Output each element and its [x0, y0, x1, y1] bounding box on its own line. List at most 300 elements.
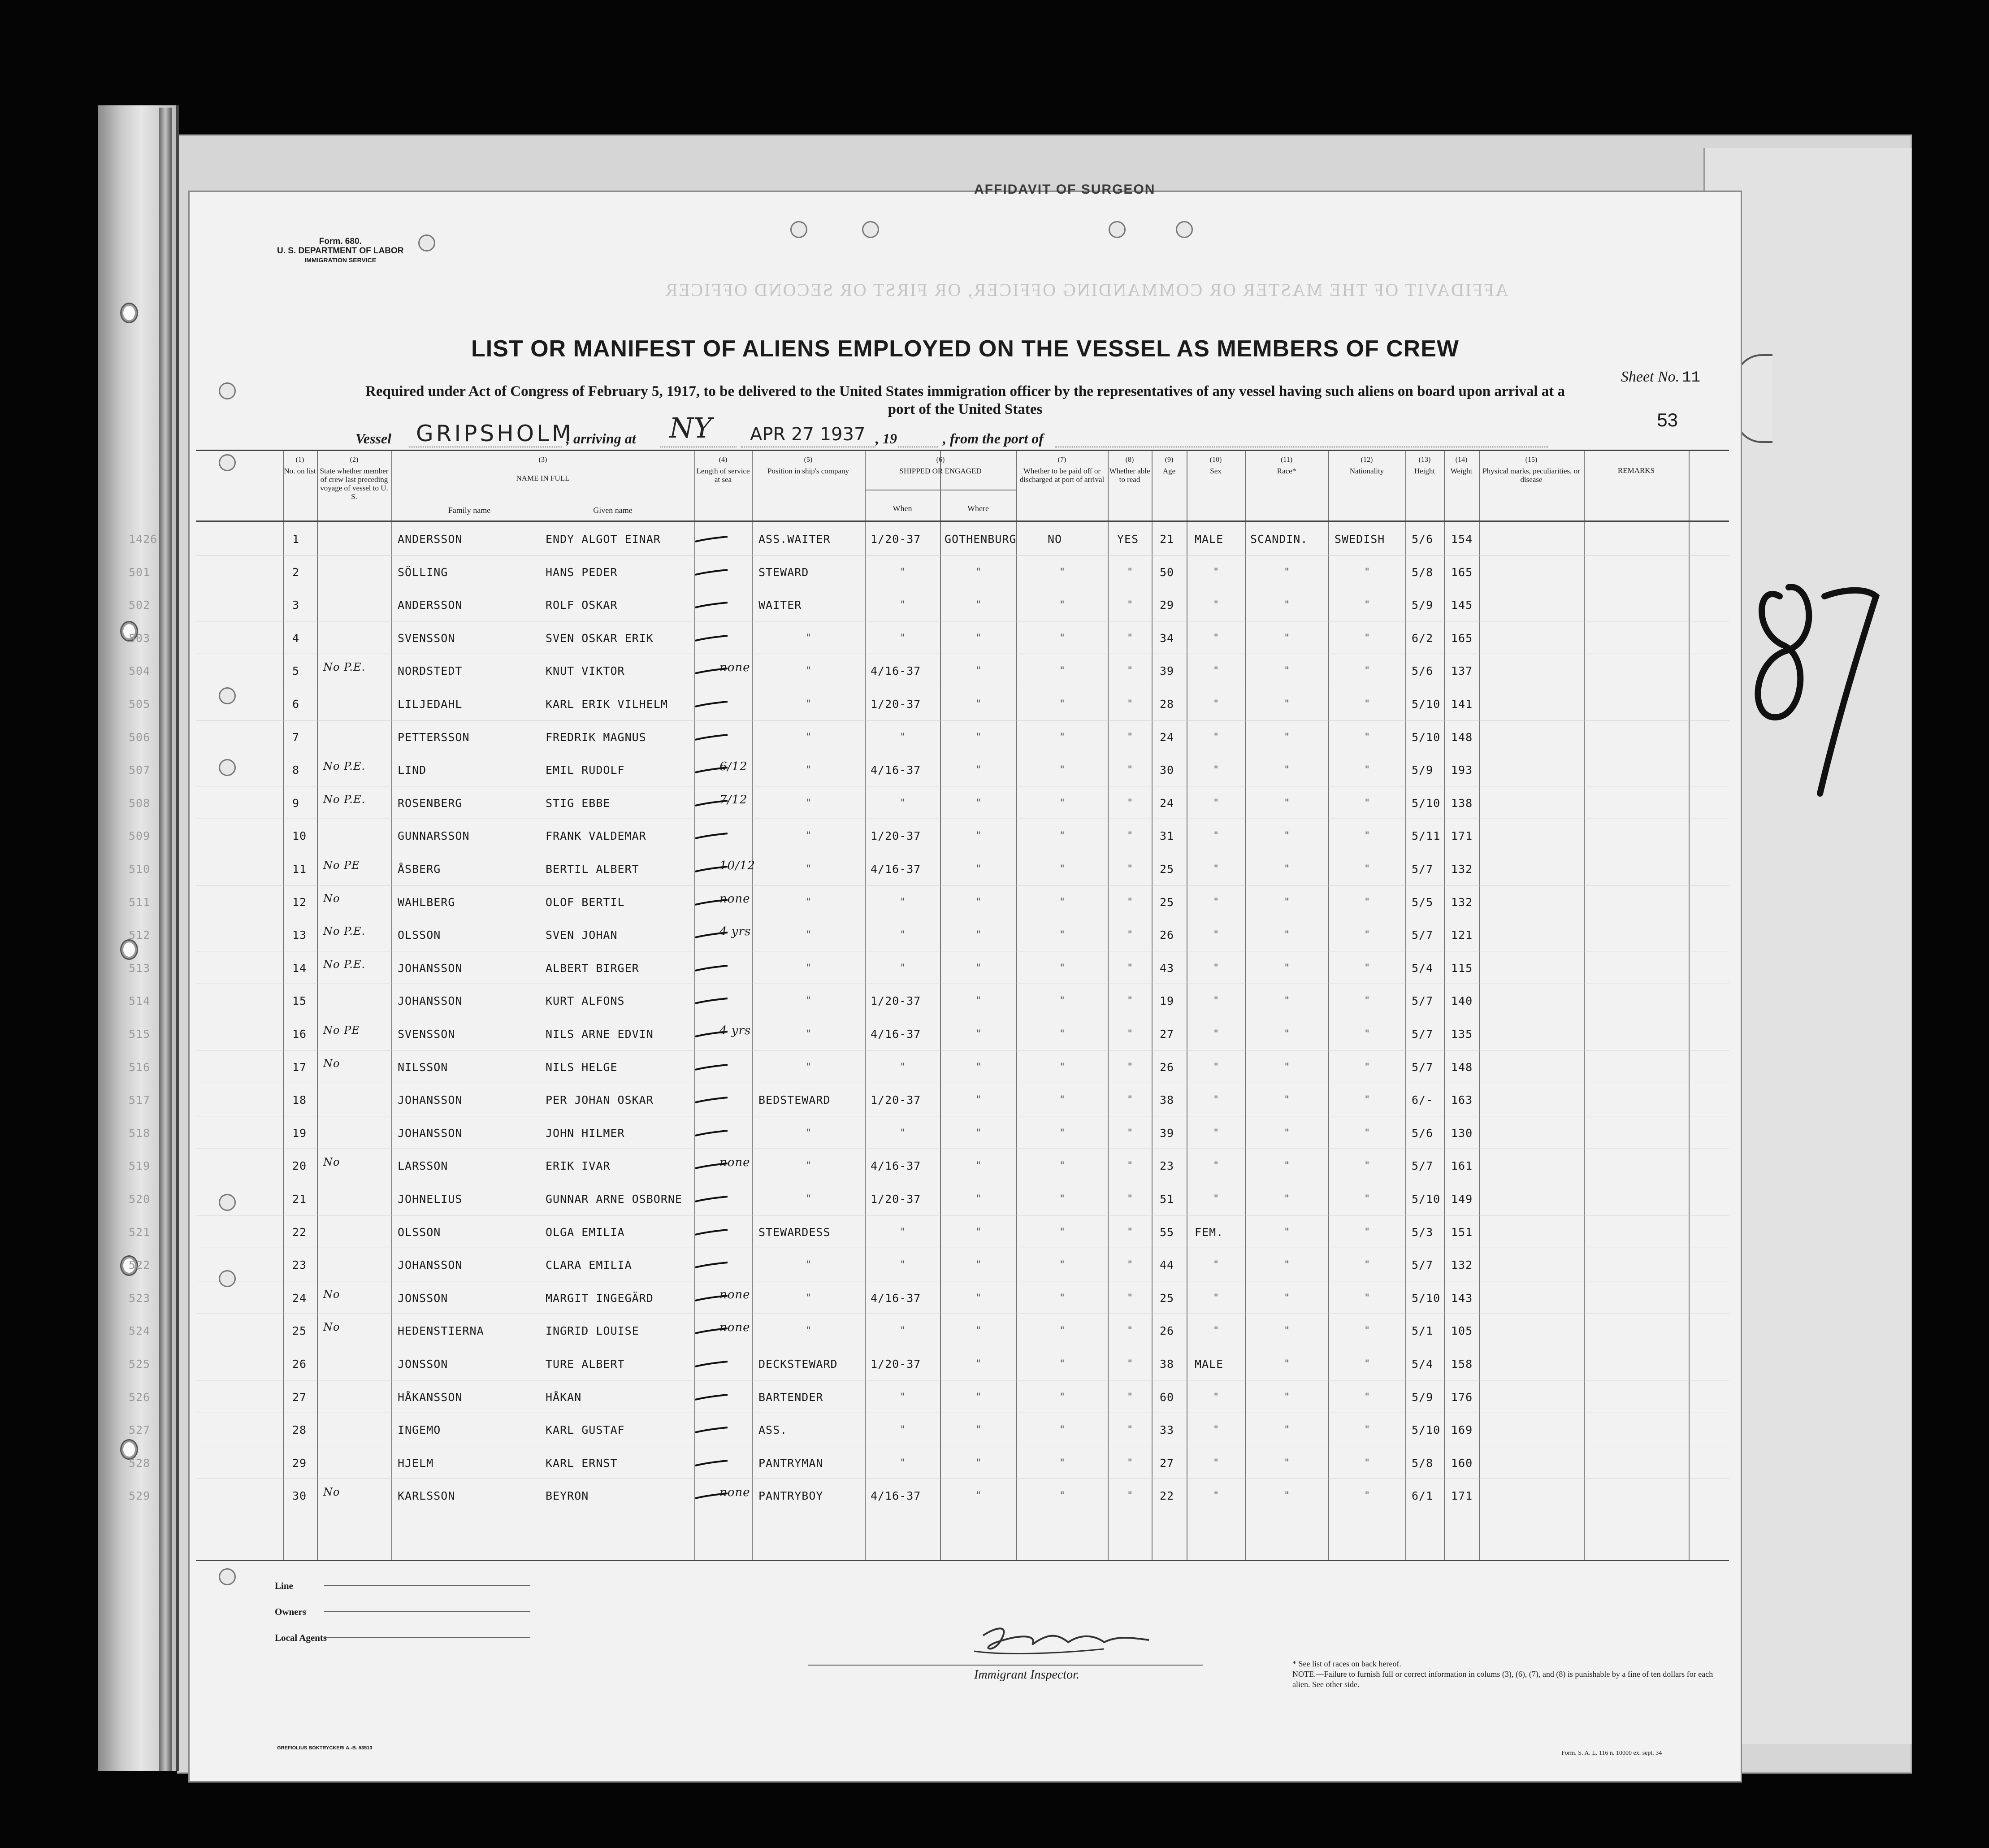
table-row: [129, 1380, 1729, 1414]
ref-number: 520: [129, 1193, 151, 1206]
nationality: ": [1364, 1193, 1371, 1205]
weight: 165: [1451, 631, 1473, 645]
able-to-read: ": [1127, 1226, 1134, 1238]
table-row: [129, 621, 1729, 655]
table-row: [129, 1017, 1729, 1050]
previous-voyage: No PE: [323, 1024, 360, 1037]
shipped-where: ": [975, 1061, 982, 1073]
able-to-read: ": [1127, 566, 1134, 578]
able-to-read: ": [1127, 1358, 1134, 1370]
nationality: ": [1364, 830, 1371, 842]
table-row: [129, 1446, 1729, 1479]
given-name: ERIK IVAR: [546, 1159, 611, 1173]
height: 5/7: [1412, 1060, 1434, 1074]
family-name: GUNNARSSON: [398, 829, 470, 843]
race: ": [1284, 1061, 1291, 1073]
sex: ": [1213, 1094, 1220, 1106]
sex: ": [1213, 830, 1220, 842]
paid-off: ": [1059, 863, 1066, 875]
paid-off: ": [1059, 830, 1066, 842]
ref-number: 515: [129, 1028, 151, 1041]
weight: 137: [1451, 664, 1473, 678]
list-number: 8: [292, 763, 300, 777]
race: ": [1284, 731, 1291, 743]
previous-voyage: No: [323, 1321, 340, 1334]
given-name: MARGIT INGEGÄRD: [546, 1291, 654, 1305]
shipped-where: ": [975, 1160, 982, 1172]
department-name: U. S. DEPARTMENT OF LABOR: [277, 246, 404, 256]
ref-number: 506: [129, 730, 151, 744]
list-number: 25: [292, 1324, 307, 1338]
given-name: INGRID LOUISE: [546, 1324, 639, 1338]
nationality: ": [1364, 1028, 1371, 1040]
shipped-when: ": [900, 1127, 906, 1139]
punch-hole: [219, 382, 236, 399]
height: 5/6: [1412, 533, 1434, 546]
race: ": [1284, 863, 1291, 875]
punch-hole: [790, 221, 807, 238]
table-row: [129, 720, 1729, 754]
header-paid-off: (7) Whether to be paid off or discharged at port of arrival: [1019, 456, 1105, 484]
length-of-service: 7/12: [719, 793, 748, 807]
position: PANTRYBOY: [758, 1489, 823, 1503]
position: PANTRYMAN: [758, 1456, 823, 1470]
header-race: (11) Race*: [1277, 456, 1296, 475]
height: 5/6: [1412, 1126, 1434, 1140]
height: 5/10: [1412, 730, 1441, 744]
sex: ": [1213, 863, 1220, 875]
family-name: JOHANSSON: [398, 1126, 463, 1140]
height: 5/11: [1412, 829, 1441, 843]
list-number: 11: [292, 863, 307, 876]
able-to-read: ": [1127, 1160, 1134, 1172]
paid-off: ": [1059, 1094, 1066, 1106]
age: 38: [1160, 1093, 1174, 1107]
position: ": [806, 896, 812, 908]
table-row: [129, 522, 1729, 555]
race: ": [1284, 1226, 1291, 1238]
able-to-read: ": [1127, 1094, 1134, 1106]
able-to-read: ": [1127, 1292, 1134, 1304]
table-row: [129, 1215, 1729, 1249]
shipped-where: ": [975, 698, 982, 710]
shipped-where: ": [975, 1391, 982, 1403]
given-name: EMIL RUDOLF: [546, 763, 625, 777]
given-name: KARL ERNST: [546, 1456, 618, 1470]
height: 5/10: [1412, 1423, 1441, 1437]
list-number: 27: [292, 1390, 307, 1404]
age: 33: [1160, 1423, 1174, 1437]
sex: ": [1213, 995, 1220, 1007]
sheet-number-value: 11: [1682, 369, 1700, 386]
vessel-label: Vessel: [355, 430, 391, 447]
length-of-service: none: [719, 1288, 750, 1301]
table-row: [129, 951, 1729, 985]
sex: ": [1213, 1259, 1220, 1271]
paid-off: ": [1059, 1028, 1066, 1040]
position: ": [806, 632, 812, 644]
ref-number: 501: [129, 565, 151, 579]
family-name: OLSSON: [398, 928, 441, 942]
shipped-where: ": [975, 962, 982, 974]
service-dash-mark: [693, 1393, 729, 1401]
given-name: FREDRIK MAGNUS: [546, 730, 646, 744]
age: 27: [1160, 1456, 1174, 1470]
position: ": [806, 1292, 812, 1304]
header-age: (9) Age: [1162, 456, 1176, 475]
service-dash-mark: [693, 1228, 729, 1236]
race: ": [1284, 995, 1291, 1007]
header-where: Where: [967, 504, 989, 513]
age: 43: [1160, 961, 1174, 975]
weight: 149: [1451, 1193, 1473, 1206]
nationality: ": [1364, 1094, 1371, 1106]
weight: 135: [1451, 1028, 1473, 1041]
form-code: Form. S. A. L. 116 n. 10000 ex. sept. 34: [1561, 1750, 1662, 1757]
paid-off: ": [1059, 929, 1066, 941]
paid-off: ": [1059, 962, 1066, 974]
ref-number: 528: [129, 1456, 151, 1470]
height: 5/9: [1412, 763, 1434, 777]
position: ": [806, 797, 812, 809]
list-number: 2: [292, 565, 300, 579]
position: ": [806, 929, 812, 941]
height: 5/7: [1412, 994, 1434, 1008]
given-name: PER JOHAN OSKAR: [546, 1093, 654, 1107]
age: 23: [1160, 1159, 1174, 1173]
paid-off: ": [1059, 698, 1066, 710]
table-row: [129, 1248, 1729, 1281]
previous-voyage: No P.E.: [323, 760, 366, 773]
footnote: [1292, 1659, 1723, 1690]
age: 22: [1160, 1489, 1174, 1503]
shipped-when: ": [900, 1424, 906, 1436]
paid-off: ": [1059, 1226, 1066, 1238]
sex: ": [1213, 1457, 1220, 1469]
service-dash-mark: [693, 1063, 729, 1071]
sex: MALE: [1195, 533, 1224, 546]
given-name: NILS ARNE EDVIN: [546, 1028, 654, 1041]
able-to-read: ": [1127, 1424, 1134, 1436]
shipped-where: ": [975, 1193, 982, 1205]
height: 6/1: [1412, 1489, 1434, 1503]
previous-voyage: No P.E.: [323, 793, 366, 806]
table-row: [129, 1281, 1729, 1314]
nationality: ": [1364, 1292, 1371, 1304]
sex: ": [1213, 929, 1220, 941]
paid-off: ": [1059, 632, 1066, 644]
race: ": [1284, 665, 1291, 677]
height: 6/-: [1412, 1093, 1434, 1107]
shipped-when: 1/20-37: [871, 1358, 921, 1371]
shipped-when: 1/20-37: [871, 1193, 921, 1206]
nationality: ": [1364, 1160, 1371, 1172]
shipped-where: ": [975, 764, 982, 776]
race: ": [1284, 764, 1291, 776]
able-to-read: ": [1127, 632, 1134, 644]
ref-number: 527: [129, 1423, 151, 1437]
age: 19: [1160, 994, 1174, 1008]
paid-off: ": [1059, 665, 1066, 677]
family-name: WAHLBERG: [398, 895, 455, 909]
table-row: [129, 1413, 1729, 1446]
age: 31: [1160, 829, 1174, 843]
ref-number: 503: [129, 631, 151, 645]
length-of-service: none: [719, 1156, 750, 1170]
given-name: STIG EBBE: [546, 796, 611, 810]
length-of-service: 4 yrs: [719, 1024, 751, 1037]
weight: 158: [1451, 1358, 1473, 1371]
race: ": [1284, 1391, 1291, 1403]
paid-off: ": [1059, 1259, 1066, 1271]
able-to-read: ": [1127, 764, 1134, 776]
service-dash-mark: [693, 1261, 729, 1269]
race: ": [1284, 1292, 1291, 1304]
shipped-when: ": [900, 599, 906, 611]
family-name: NILSSON: [398, 1060, 448, 1074]
position: ASS.WAITER: [758, 533, 831, 546]
previous-voyage: No P.E.: [323, 661, 366, 674]
printer-imprint: GREFIOLIUS BOKTRYCKERI A.-B. 53513: [277, 1745, 373, 1751]
weight: 169: [1451, 1423, 1473, 1437]
previous-voyage: No: [323, 1057, 340, 1070]
sex: MALE: [1195, 1358, 1224, 1371]
list-number: 30: [292, 1489, 307, 1503]
weight: 193: [1451, 763, 1473, 777]
shipped-where: ": [975, 1127, 982, 1139]
table-row: [129, 1479, 1729, 1512]
given-name: OLGA EMILIA: [546, 1225, 625, 1239]
race: ": [1284, 896, 1291, 908]
year-label: , 19: [875, 430, 897, 447]
list-number: 20: [292, 1159, 307, 1173]
length-of-service: 6/12: [719, 760, 748, 774]
age: 25: [1160, 895, 1174, 909]
age: 55: [1160, 1225, 1174, 1239]
list-number: 15: [292, 994, 307, 1008]
punch-hole: [1176, 221, 1193, 238]
list-number: 16: [292, 1028, 307, 1041]
family-name: JOHANSSON: [398, 994, 463, 1008]
family-name: HEDENSTIERNA: [398, 1324, 484, 1338]
paid-off: ": [1059, 1127, 1066, 1139]
length-of-service: none: [719, 1486, 750, 1500]
previous-voyage: No P.E.: [323, 958, 366, 971]
shipped-when: ": [900, 731, 906, 743]
shipped-when: 4/16-37: [871, 1159, 921, 1173]
paid-off: ": [1059, 1490, 1066, 1502]
service-dash-mark: [693, 997, 729, 1005]
race: ": [1284, 1127, 1291, 1139]
races-note: * See list of races on back hereof.: [1292, 1659, 1401, 1668]
table-row: [129, 687, 1729, 720]
age: 24: [1160, 730, 1174, 744]
shipped-when: ": [900, 632, 906, 644]
weight: 171: [1451, 1489, 1473, 1503]
shipped-where: ": [975, 731, 982, 743]
list-number: 3: [292, 599, 300, 612]
age: 44: [1160, 1258, 1174, 1272]
height: 5/8: [1412, 565, 1434, 579]
family-name: JOHNELIUS: [398, 1193, 463, 1206]
given-name: ALBERT BIRGER: [546, 961, 639, 975]
list-number: 22: [292, 1225, 307, 1239]
family-name: SÖLLING: [398, 565, 448, 579]
header-sex: (10) Sex: [1209, 456, 1222, 475]
height: 5/1: [1412, 1324, 1434, 1338]
shipped-where: ": [975, 863, 982, 875]
weight: 115: [1451, 961, 1473, 975]
service-dash-mark: [693, 733, 729, 742]
able-to-read: ": [1127, 1028, 1134, 1040]
height: 5/4: [1412, 961, 1434, 975]
table-row: [129, 654, 1729, 687]
given-name: JOHN HILMER: [546, 1126, 625, 1140]
previous-voyage: No PE: [323, 859, 360, 872]
weight: 132: [1451, 863, 1473, 876]
position: BARTENDER: [758, 1390, 823, 1404]
service-dash-mark: [693, 1195, 729, 1203]
able-to-read: YES: [1117, 533, 1139, 546]
weight: 145: [1451, 599, 1473, 612]
ref-number: 522: [129, 1258, 151, 1272]
given-name: HANS PEDER: [546, 565, 618, 579]
header-given-name: Given name: [593, 506, 633, 515]
paid-off: ": [1059, 797, 1066, 809]
weight: 143: [1451, 1291, 1473, 1305]
nationality: ": [1364, 731, 1371, 743]
nationality: ": [1364, 764, 1371, 776]
given-name: BERTIL ALBERT: [546, 863, 639, 876]
able-to-read: ": [1127, 599, 1134, 611]
able-to-read: ": [1127, 731, 1134, 743]
shipped-when: ": [900, 1325, 906, 1337]
shipped-when: 4/16-37: [871, 664, 921, 678]
weight: 140: [1451, 994, 1473, 1008]
list-number: 13: [292, 928, 307, 942]
shipped-where: ": [975, 599, 982, 611]
given-name: FRANK VALDEMAR: [546, 829, 646, 843]
ref-number: 524: [129, 1324, 151, 1338]
ref-number: 521: [129, 1225, 151, 1239]
service-dash-mark: [693, 1459, 729, 1467]
service-name: IMMIGRATION SERVICE: [304, 256, 377, 264]
race: ": [1284, 929, 1291, 941]
header-nationality: (12) Nationality: [1349, 456, 1384, 475]
line-label: Line: [275, 1580, 293, 1591]
weight: 130: [1451, 1126, 1473, 1140]
shipped-when: ": [900, 1226, 906, 1238]
shipped-where: ": [975, 1424, 982, 1436]
shipped-when: ": [900, 1457, 906, 1469]
race: ": [1284, 1259, 1291, 1271]
ref-number: 526: [129, 1390, 151, 1404]
age: 34: [1160, 631, 1174, 645]
position: ": [806, 731, 812, 743]
height: 5/6: [1412, 664, 1434, 678]
age: 21: [1160, 533, 1174, 546]
sex: ": [1213, 599, 1220, 611]
given-name: KARL ERIK VILHELM: [546, 698, 668, 711]
length-of-service: none: [719, 1321, 750, 1335]
nationality: ": [1364, 1325, 1371, 1337]
age: 39: [1160, 664, 1174, 678]
family-name: ROSENBERG: [398, 796, 463, 810]
punch-hole: [862, 221, 879, 238]
header-length-of-service: (4) Length of service at sea: [696, 456, 750, 484]
height: 5/7: [1412, 863, 1434, 876]
paid-off: ": [1059, 599, 1066, 611]
race: ": [1284, 1028, 1291, 1040]
position: STEWARD: [758, 565, 809, 579]
sex: ": [1213, 1028, 1220, 1040]
height: 5/9: [1412, 1390, 1434, 1404]
race: ": [1284, 830, 1291, 842]
service-dash-mark: [693, 601, 729, 609]
given-name: NILS HELGE: [546, 1060, 618, 1074]
list-number: 12: [292, 895, 307, 909]
given-name: ROLF OSKAR: [546, 599, 618, 612]
local-agents-label: Local Agents: [275, 1632, 327, 1643]
age: 26: [1160, 928, 1174, 942]
header-previous-voyage: (2) State whether member of crew last preceding voyage of vessel to U. S.: [320, 456, 389, 501]
list-number: 19: [292, 1126, 307, 1140]
weight: 160: [1451, 1456, 1473, 1470]
age: 26: [1160, 1324, 1174, 1338]
age: 27: [1160, 1028, 1174, 1041]
ref-number: 509: [129, 829, 151, 843]
binder-ring: [120, 939, 138, 960]
race: ": [1284, 632, 1291, 644]
nationality: ": [1364, 1457, 1371, 1469]
shipped-when: ": [900, 1259, 906, 1271]
sex: ": [1213, 1160, 1220, 1172]
sex: ": [1213, 698, 1220, 710]
header-name: (3) NAME IN FULL: [516, 456, 570, 482]
height: 5/7: [1412, 1028, 1434, 1041]
family-name: LILJEDAHL: [398, 698, 463, 711]
ref-number: 516: [129, 1060, 151, 1074]
page-subtitle: Required under Act of Congress of February 5, 1917, to be delivered to the United States immigration officer by the representatives of any vessel having such aliens on board upon arrival at a port of the United States: [365, 383, 1565, 417]
shipped-where: ": [975, 797, 982, 809]
age: 60: [1160, 1390, 1174, 1404]
page-number: 53: [1657, 409, 1678, 430]
height: 5/7: [1412, 1159, 1434, 1173]
list-number: 4: [292, 631, 300, 645]
length-of-service: none: [719, 892, 750, 906]
paid-off: NO: [1048, 533, 1062, 546]
paid-off: ": [1059, 1325, 1066, 1337]
table-row: [129, 852, 1729, 885]
race: SCANDIN.: [1250, 533, 1308, 546]
given-name: KARL GUSTAF: [546, 1423, 625, 1437]
ref-number: 518: [129, 1126, 151, 1140]
affidavit-surgeon-heading: AFFIDAVIT OF SURGEON: [974, 182, 1156, 197]
arriving-label: , arriving at: [566, 430, 636, 447]
shipped-when: ": [900, 896, 906, 908]
position: BEDSTEWARD: [758, 1093, 831, 1107]
paid-off: ": [1059, 1061, 1066, 1073]
list-number: 5: [292, 664, 300, 678]
list-number: 23: [292, 1258, 307, 1272]
header-weight: (14) Weight: [1450, 456, 1473, 475]
able-to-read: ": [1127, 1457, 1134, 1469]
age: 29: [1160, 599, 1174, 612]
age: 39: [1160, 1126, 1174, 1140]
form-identifier: [277, 237, 404, 265]
family-name: JOHANSSON: [398, 961, 463, 975]
ref-number: 513: [129, 961, 151, 975]
